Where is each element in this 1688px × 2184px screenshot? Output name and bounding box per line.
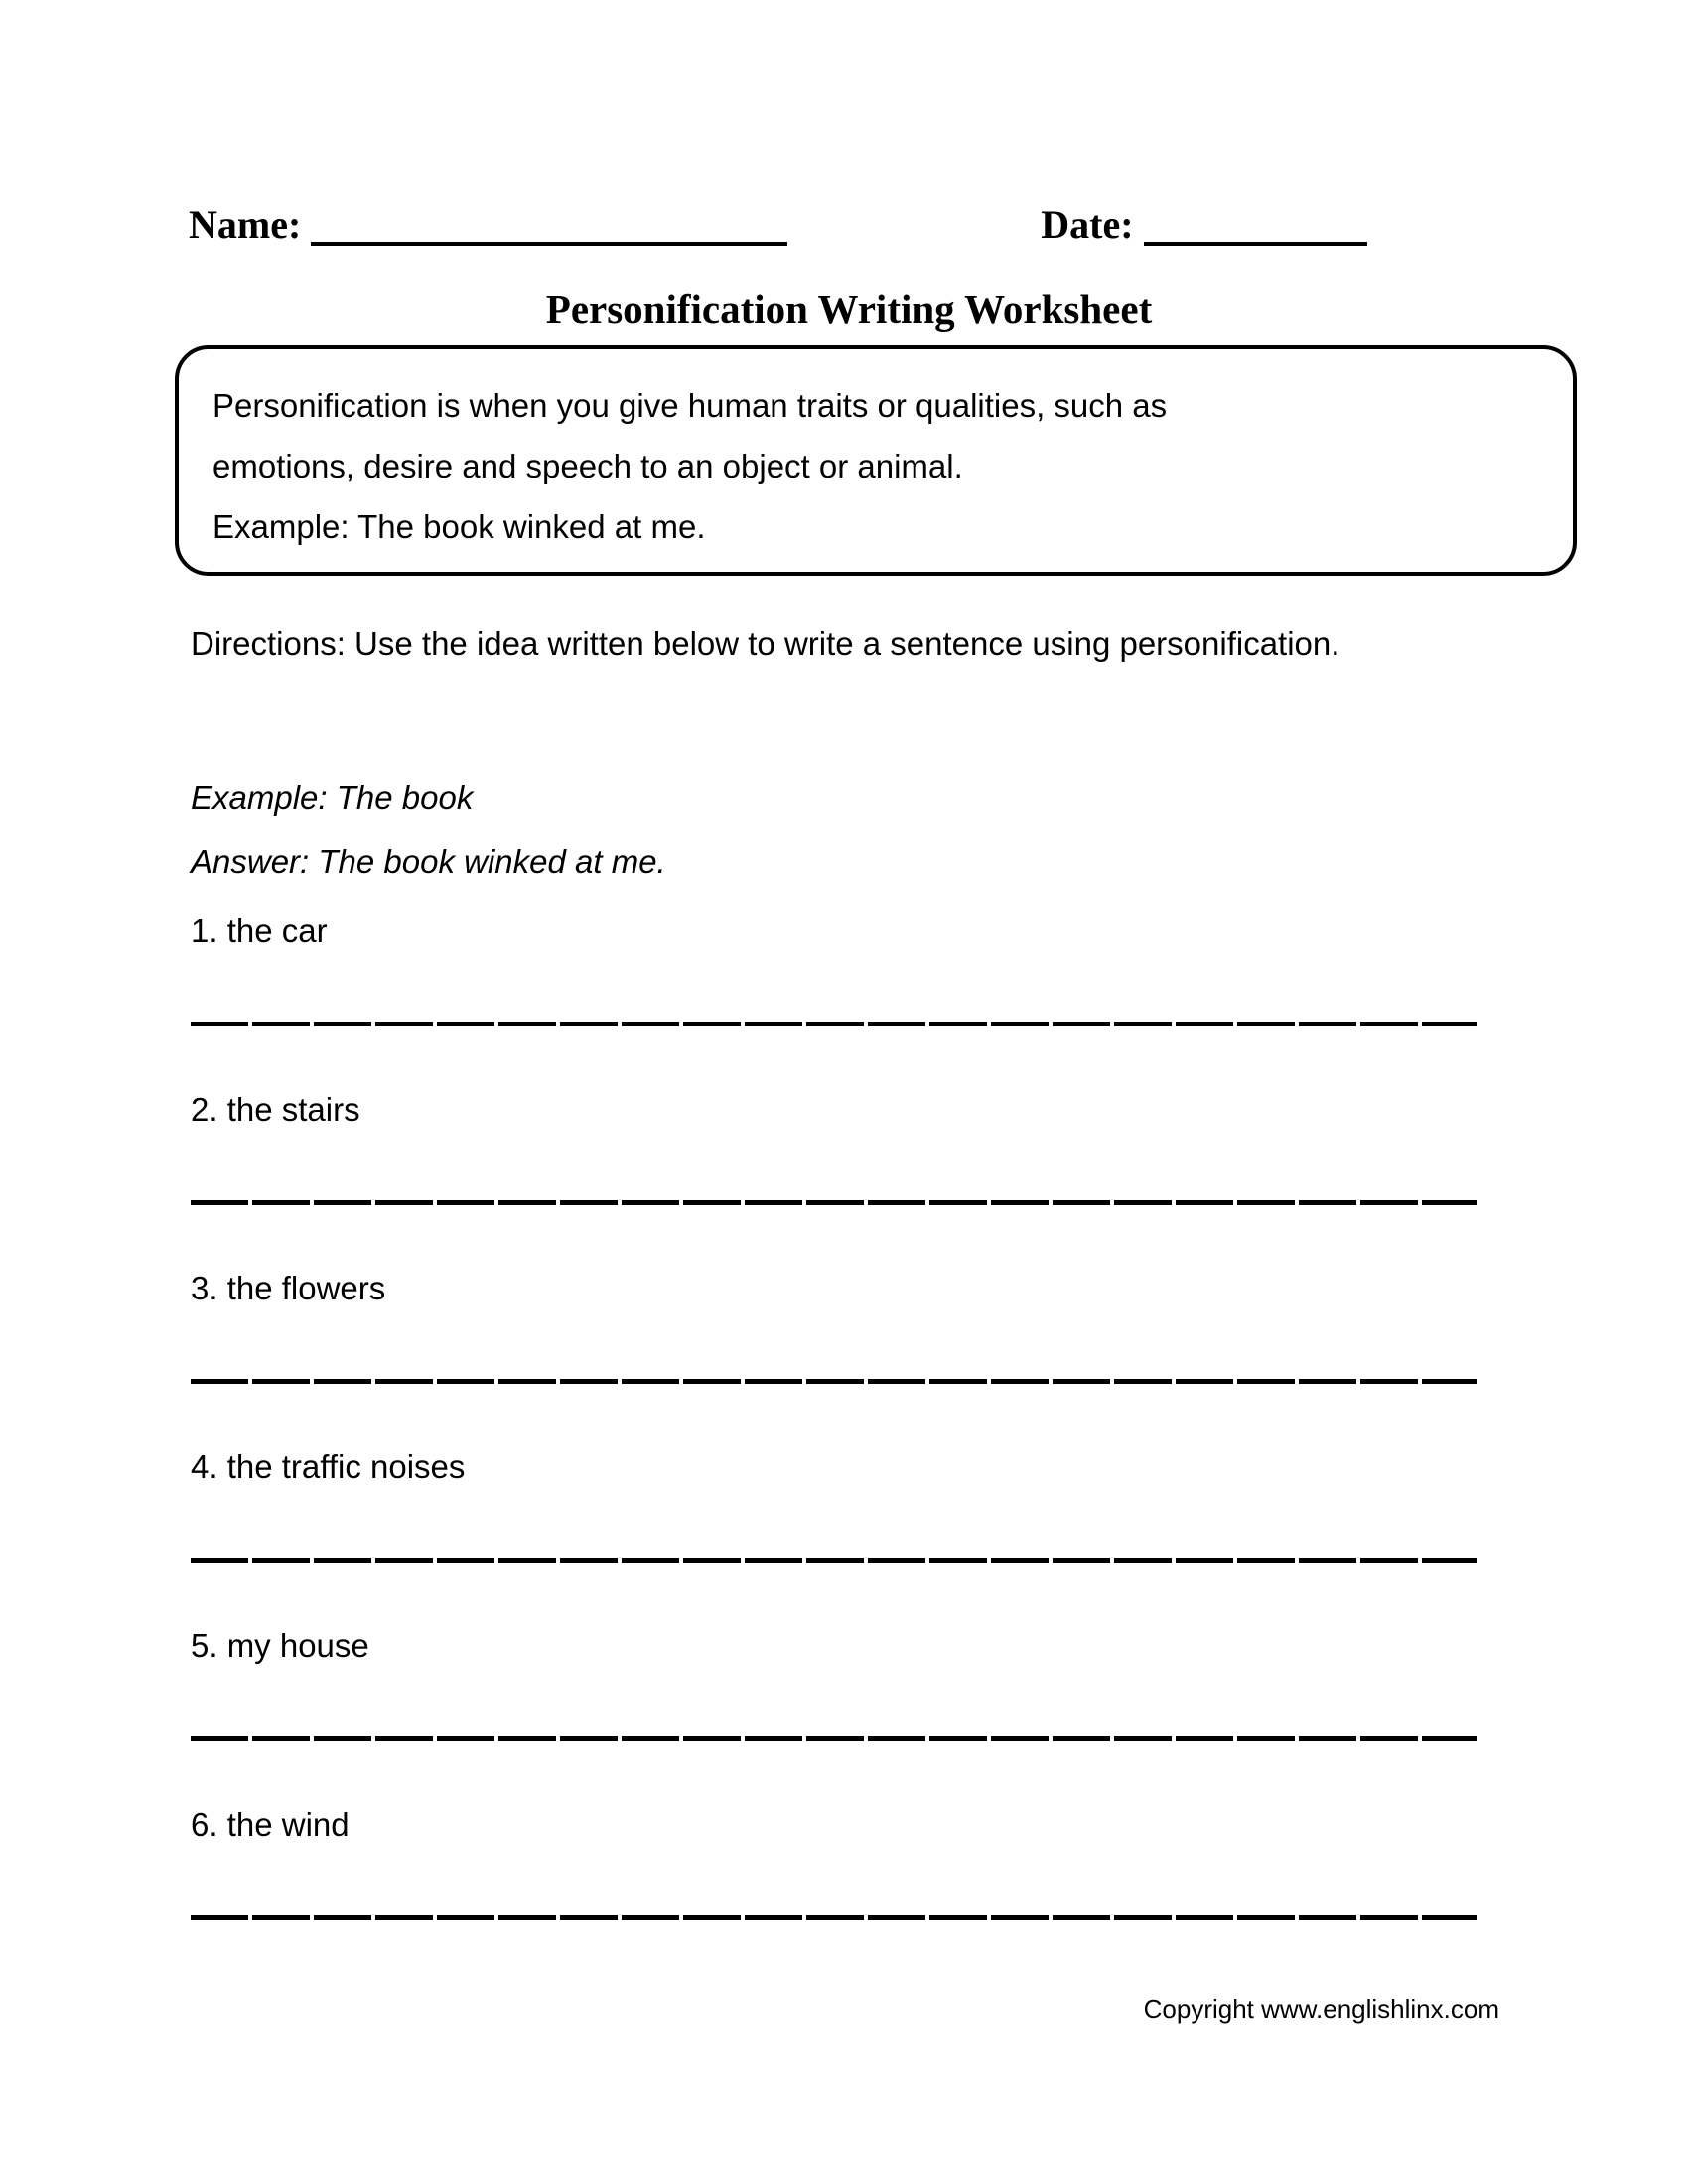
example-prompt-line: Example: The book [191, 779, 474, 816]
list-item [191, 1624, 1481, 1803]
prompt-text-3: 3. the flowers [191, 1270, 386, 1306]
answer-line-6[interactable] [191, 1915, 1477, 1920]
prompt-text-6: 6. the wind [191, 1806, 350, 1843]
prompt-text-5: 5. my house [191, 1627, 369, 1664]
name-input-rule[interactable] [311, 208, 787, 246]
prompt-text-1: 1. the car [191, 912, 328, 949]
list-item [191, 1267, 1481, 1445]
list-item [191, 909, 1481, 1088]
example-answer-line: Answer: The book winked at me. [191, 843, 666, 880]
prompt-text-4: 4. the traffic noises [191, 1448, 466, 1485]
example-block [191, 766, 1283, 893]
prompt-text-2: 2. the stairs [191, 1091, 360, 1128]
date-input-rule[interactable] [1144, 208, 1367, 246]
student-info-header [189, 187, 1499, 246]
name-field[interactable] [189, 205, 787, 246]
definition-line-3: Example: The book winked at me. [212, 508, 706, 545]
list-item [191, 1445, 1481, 1624]
page-title: Personification Writing Worksheet [545, 286, 1153, 332]
directions-text: Directions: Use the idea written below to write a sentence using personification. [191, 625, 1340, 662]
answer-line-4[interactable] [191, 1558, 1477, 1563]
date-label: Date: [1041, 203, 1134, 247]
answer-line-3[interactable] [191, 1379, 1477, 1384]
definition-callout-box [175, 345, 1577, 576]
definition-line-1: Personification is when you give human traits or qualities, such as [212, 387, 1168, 424]
list-item [191, 1803, 1481, 1981]
date-field[interactable] [1041, 205, 1366, 246]
list-item [191, 1088, 1481, 1267]
name-label: Name: [189, 203, 302, 247]
definition-line-2: emotions, desire and speech to an object or animal. [212, 448, 963, 484]
prompt-list [191, 909, 1481, 1981]
copyright-notice: Copyright www.englishlinx.com [1143, 1994, 1499, 2024]
answer-line-1[interactable] [191, 1022, 1477, 1026]
answer-line-5[interactable] [191, 1736, 1477, 1741]
answer-line-2[interactable] [191, 1200, 1477, 1205]
